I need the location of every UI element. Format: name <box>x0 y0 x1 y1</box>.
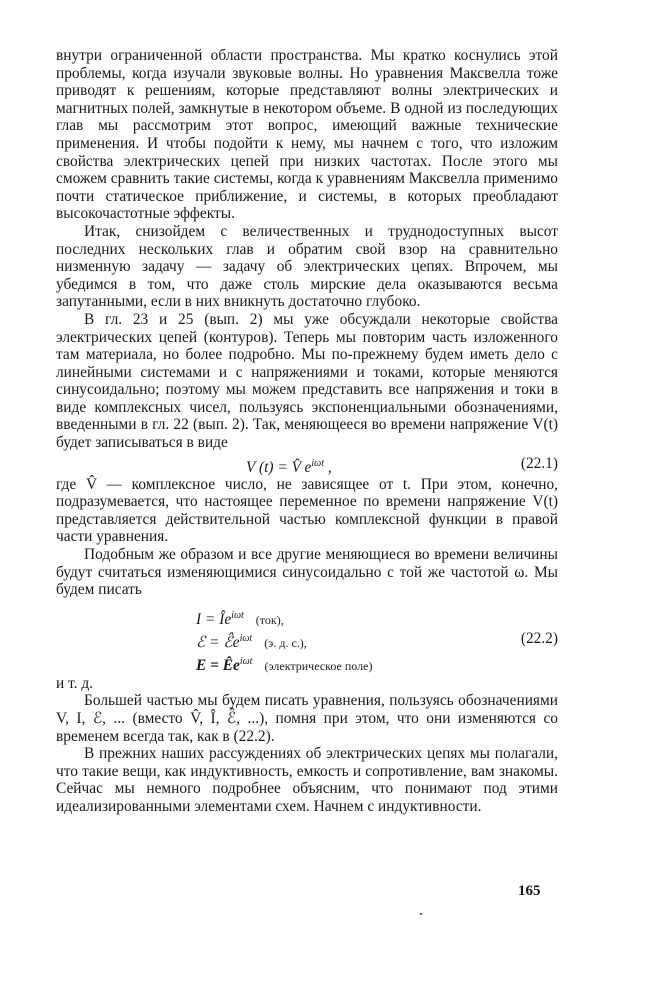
etc-text: и т. д. <box>56 674 94 692</box>
page-body <box>56 47 558 816</box>
equation-22-1 <box>56 452 558 476</box>
equation-row-field: $E = Êe^{i\omega t}$ (электрическое поле) <box>196 655 373 674</box>
equation-22-2 <box>56 603 558 675</box>
paragraph-7: В прежних наших рассуждениях об электрических цепях мы полагали, что такие вещи, как индуктивность, емкость и сопротивление, вам знакомы. Сейчас мы немного подробнее объясним, что понимают под этими идеализированными элементами схем. Начнем с индуктивности. <box>56 745 558 815</box>
equation-22-2-number: (22.2) <box>520 629 558 647</box>
paragraph-6: Большей частью мы будем писать уравнения, пользуясь обозначениями V, I, ℰ, ... (вместо V̂, Î, ℰ̂, ...), помня при этом, что они изменяются со временем всегда так, как в (22.2). <box>56 692 558 745</box>
equation-row-emf: ℰ = $ℰ̂e^{i\omega t}$ (э. д. с.), <box>196 632 307 651</box>
paragraph-4: где V̂ — комплексное число, не зависящее от t. При этом, конечно, подразумевается, что настоящее переменное по времени напряжение V(t) представляется действительной частью комплексной функции в правой части уравнения. <box>56 475 558 546</box>
equation-22-1-number: (22.1) <box>520 454 558 472</box>
equation-22-1-expr: V (t) = V̂ $e^{i\omega t}$ , <box>246 457 332 476</box>
paragraph-3: В гл. 23 и 25 (вып. 2) мы уже обсуждали некоторые свойства электрических цепей (контуров). Теперь мы повторим часть изложенного там материала, но более подробно. Мы по-прежнему будем иметь дело с линейными системами и с напряжениями и токами, которые меняются синусоидально; поэтому мы можем представить все напряжения и токи в виде комплексных чисел, пользуясь экспоненциальными обозначениями, введенными в гл. 22 (вып. 2). Так, меняющееся во времени напряжение V(t) будет записываться в виде <box>56 310 558 452</box>
page-number: 165 <box>518 883 541 899</box>
equation-row-current: $I = Îe^{i\omega t}$ (ток), <box>196 609 284 628</box>
paragraph-5: Подобным же образом и все другие меняющиеся во времени величины будут считаться изменяющимися синусоидально с той же частотой ω. Мы будем писать <box>56 546 558 599</box>
print-speck <box>420 913 422 915</box>
paragraph-2: Итак, снизойдем с величественных и труднодоступных высот последних нескольких глав и обратим свой взор на сравнительно низменную задачу — задачу об электрических цепях. Впрочем, мы убедимся в том, что даже столь мирские дела оказываются весьма запутанными, если в них вникнуть достаточно глубоко. <box>56 222 558 311</box>
paragraph-1: внутри ограниченной области пространства. Мы кратко коснулись этой проблемы, когда изучали звуковые волны. Но уравнения Максвелла тоже приводят к решениям, которые представляют волны электрических и магнитных полей, замкнутые в некотором объеме. В одной из последующих глав мы рассмотрим этот вопрос, имеющий важные технические применения. И чтобы подойти к нему, мы начнем с того, что изложим свойства электрических цепей при низких частотах. После этого мы сможем сравнить такие системы, когда к уравнениям Максвелла применимо почти статическое приближение, и системы, в которых преобладают высокочастотные эффекты. <box>56 47 558 223</box>
